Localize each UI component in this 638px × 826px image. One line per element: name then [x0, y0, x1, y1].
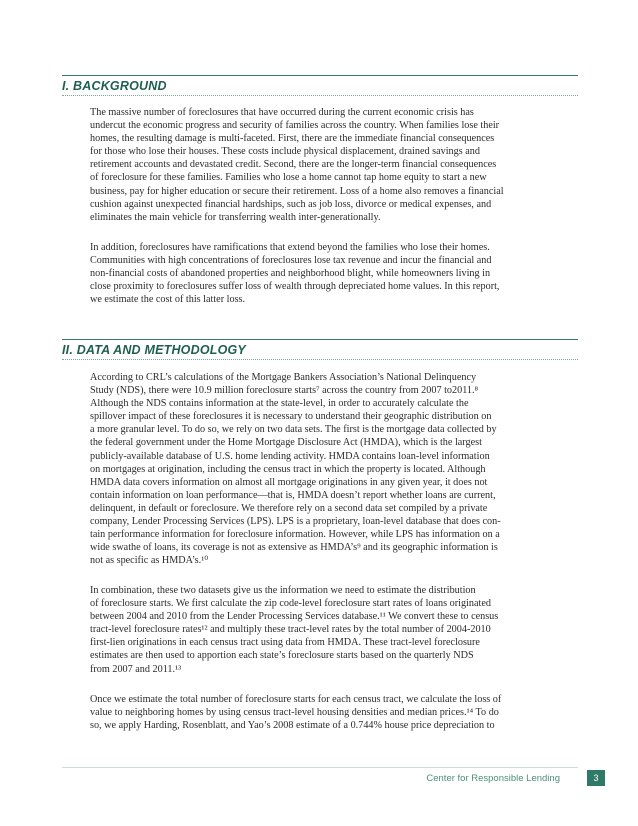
- text-line: for those who lose their houses. These costs include physical displacement, drained savings and: [90, 146, 480, 158]
- text-line: we estimate the cost of this latter loss.: [90, 294, 246, 306]
- section-2-title: II. DATA AND METHODOLOGY: [62, 343, 246, 357]
- text-line: of foreclosure for these families. Families who lose a home cannot tap home equity to start a new: [90, 172, 487, 184]
- section-2-underline: [62, 359, 578, 360]
- text-line: tain performance information for foreclosure information. However, while LPS has information on a: [90, 529, 500, 541]
- section-1-top-rule: [62, 75, 578, 76]
- text-line: the federal government under the Home Mortgage Disclosure Act (HMDA), which is the largest: [90, 437, 482, 449]
- text-line: Once we estimate the total number of foreclosure starts for each census tract, we calculate the loss of: [90, 694, 502, 705]
- section-2-top-rule: [62, 339, 578, 340]
- section-1-title: I. BACKGROUND: [62, 79, 167, 93]
- text-line: business, pay for higher education or secure their retirement. Loss of a home also removes a financial: [90, 185, 504, 197]
- text-line: HMDA data covers information on almost all mortgage originations in any given year, it does not: [90, 476, 488, 488]
- text-line: The massive number of foreclosures that have occurred during the current economic crisis has: [90, 107, 474, 118]
- text-line: cushion against unexpected financial hardships, such as job loss, divorce or medical expenses, and: [90, 198, 492, 210]
- section-1-underline: [62, 95, 578, 96]
- text-line: not as specific as HMDA’s.¹⁰: [90, 555, 209, 567]
- text-line: a more granular level. To do so, we rely on two data sets. The first is the mortgage data collected by: [90, 424, 497, 436]
- section-1-paragraph-1: [90, 106, 568, 224]
- text-line: In combination, these two datasets give us the information we need to estimate the distribution: [90, 585, 476, 596]
- text-line: close proximity to foreclosures suffer loss of wealth through depreciated home values. In this report,: [90, 281, 500, 293]
- text-line: wide swathe of loans, its coverage is not as extensive as HMDA’s⁹ and its geographic information is: [90, 542, 498, 554]
- text-line: In addition, foreclosures have ramifications that extend beyond the families who lose their homes.: [90, 242, 490, 253]
- text-line: company, Lender Processing Services (LPS). LPS is a proprietary, loan-level database that does con-: [90, 516, 501, 528]
- text-line: homes, the resulting damage is multi-faceted. First, there are the immediate financial consequences: [90, 133, 495, 145]
- section-2-paragraph-2: [90, 584, 568, 676]
- text-line: Study (NDS), there were 10.9 million foreclosure starts⁷ across the country from 2007 to2011.⁸: [90, 385, 479, 397]
- text-line: value to neighboring homes by using census tract-level housing densities and median prices.¹⁴ To do: [90, 707, 499, 719]
- footer-rule: [62, 767, 578, 768]
- text-line: tract-level foreclosure rates¹² and multiply these tract-level rates by the total number of 2004-2010: [90, 624, 491, 636]
- text-line: first-lien originations in each census tract using data from HMDA. These tract-level foreclosure: [90, 637, 480, 649]
- text-line: so, we apply Harding, Rosenblatt, and Yao’s 2008 estimate of a 0.744% house price depreciation to: [90, 720, 495, 732]
- text-line: on mortgages at origination, including the census tract in which the property is located. Although: [90, 463, 486, 475]
- text-line: Communities with high concentrations of foreclosures lose tax revenue and incur the financial and: [90, 255, 492, 267]
- text-line: of foreclosure starts. We first calculate the zip code-level foreclosure start rates of loans originated: [90, 598, 491, 610]
- text-line: undercut the economic progress and security of families across the country. When families lose their: [90, 120, 500, 132]
- section-2-paragraph-3: [90, 693, 568, 732]
- text-line: between 2004 and 2010 from the Lender Processing Services database.¹¹ We convert these to census: [90, 611, 499, 623]
- text-line: publicly-available database of U.S. home lending activity. HMDA contains loan-level information: [90, 450, 490, 462]
- text-line: Although the NDS contains information at the state-level, in order to accurately calculate the: [90, 398, 469, 410]
- text-line: According to CRL’s calculations of the Mortgage Bankers Association’s National Delinquency: [90, 372, 477, 383]
- text-line: estimates are then used to apportion each state’s foreclosure starts based on the quarterly NDS: [90, 650, 474, 662]
- text-line: spillover impact of these foreclosures it is necessary to understand their geographic distribution on: [90, 411, 492, 423]
- text-line: retirement accounts and devastated credit. Second, there are the longer-term financial consequences: [90, 159, 497, 171]
- section-2-paragraph-1: [90, 371, 568, 567]
- text-line: non-financial costs of abandoned properties and neighborhood blight, while homeowners living in: [90, 268, 491, 280]
- text-line: contain information on loan performance—that is, HMDA doesn’t report whether loans are current,: [90, 489, 496, 501]
- page-number: 3: [587, 770, 605, 786]
- text-line: delinquent, in default or foreclosure. We therefore rely on a second data set compiled by a private: [90, 502, 488, 514]
- text-line: from 2007 and 2011.¹³: [90, 663, 182, 675]
- section-1-paragraph-2: [90, 241, 568, 306]
- footer-org-name: Center for Responsible Lending: [426, 773, 560, 784]
- text-line: eliminates the main vehicle for transferring wealth inter-generationally.: [90, 211, 381, 223]
